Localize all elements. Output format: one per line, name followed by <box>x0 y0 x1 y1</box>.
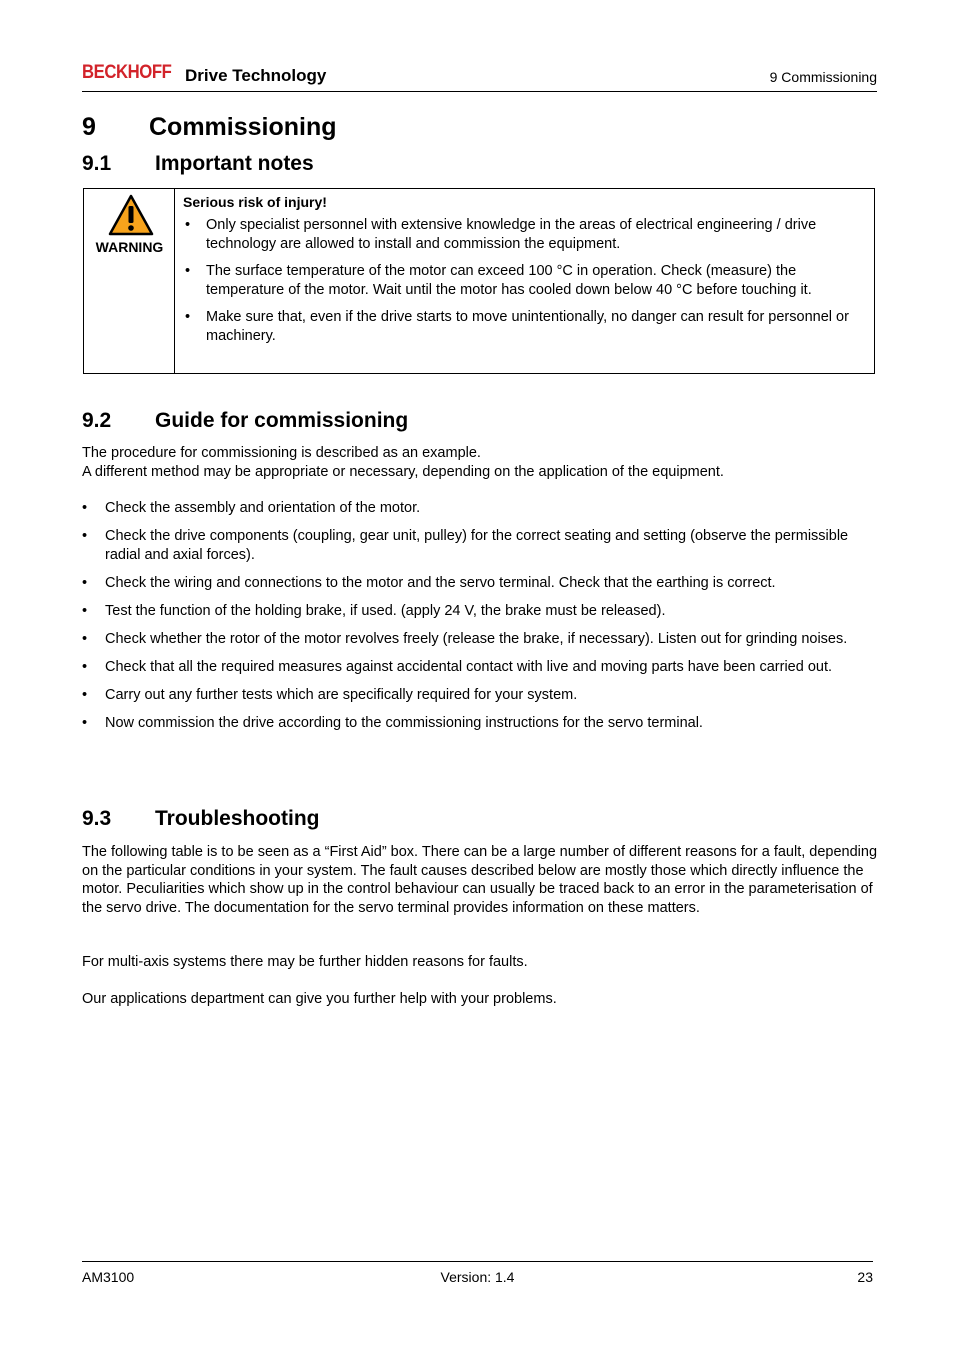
list-item: • The surface temperature of the motor can exceed 100 °C in operation. Check (measure) the temperature of the motor. Wait until the motor has cooled down below 40 °C before touching it. <box>183 262 865 299</box>
paragraph: The procedure for commissioning is described as an example. <box>82 445 481 461</box>
paragraph: For multi-axis systems there may be further hidden reasons for faults. <box>82 954 528 970</box>
section-heading-important-notes <box>82 152 314 176</box>
section-title: Important notes <box>155 152 314 175</box>
warning-triangle-icon <box>108 194 154 236</box>
warning-sidebar <box>84 189 175 373</box>
section-title: Troubleshooting <box>155 807 320 830</box>
page-number: 23 <box>857 1269 873 1285</box>
footer-version: Version: 1.4 <box>440 1269 515 1285</box>
list-item: • Now commission the drive according to the commissioning instructions for the servo terminal. <box>82 714 877 733</box>
list-item: • Check that all the required measures against accidental contact with live and moving parts have been carried out. <box>82 658 877 677</box>
section-number: 9.3 <box>82 807 112 830</box>
brand-name: Drive Technology <box>185 66 327 85</box>
guide-intro <box>82 444 877 481</box>
warning-title: Serious risk of injury! <box>183 194 327 210</box>
page-header <box>82 62 877 92</box>
list-item: • Check the assembly and orientation of the motor. <box>82 499 877 518</box>
section-title: Guide for commissioning <box>155 409 409 432</box>
list-item: • Check the drive components (coupling, gear unit, pulley) for the correct seating and setting (observe the permissible radial and axial forces). <box>82 527 877 564</box>
paragraph: A different method may be appropriate or necessary, depending on the application of the equipment. <box>82 463 724 480</box>
warning-box <box>83 188 875 374</box>
list-item: • Check the wiring and connections to the motor and the servo terminal. Check that the earthing is correct. <box>82 574 877 593</box>
footer-product: AM3100 <box>82 1269 135 1285</box>
warning-content <box>183 194 865 354</box>
chapter-heading <box>82 113 337 142</box>
paragraph: The following table is to be seen as a “First Aid” box. There can be a large number of different reasons for a fault, depending on the particular conditions in your system. The fault causes described below are mostly those which directly influence the motor. Peculiarities which show up in the control behaviour can usually be traced back to an error in the parameterisation of the servo drive. The documentation for the servo terminal provides information on these matters. <box>82 844 878 916</box>
page-footer <box>82 1261 873 1287</box>
section-number: 9.2 <box>82 409 112 432</box>
list-item: • Check whether the rotor of the motor revolves freely (release the brake, if necessary). Listen out for grinding noises. <box>82 630 877 649</box>
warning-label: WARNING <box>95 239 164 255</box>
chapter-title: Commissioning <box>149 113 337 141</box>
list-item: • Test the function of the holding brake, if used. (apply 24 V, the brake must be released). <box>82 602 877 621</box>
section-heading-guide <box>82 409 408 433</box>
chapter-label: 9 Commissioning <box>769 69 877 85</box>
chapter-number: 9 <box>82 113 96 141</box>
guide-list <box>82 499 877 742</box>
warning-list <box>183 216 865 345</box>
list-item: • Only specialist personnel with extensive knowledge in the areas of electrical engineering / drive technology are allowed to install and commission the equipment. <box>183 216 865 253</box>
beckhoff-logo: BECKHOFF <box>82 62 172 83</box>
section-number: 9.1 <box>82 152 112 175</box>
section-heading-troubleshooting <box>82 807 319 831</box>
paragraph: Our applications department can give you further help with your problems. <box>82 991 557 1007</box>
list-item: • Carry out any further tests which are specifically required for your system. <box>82 686 877 705</box>
list-item: • Make sure that, even if the drive starts to move unintentionally, no danger can result for personnel or machinery. <box>183 308 865 345</box>
